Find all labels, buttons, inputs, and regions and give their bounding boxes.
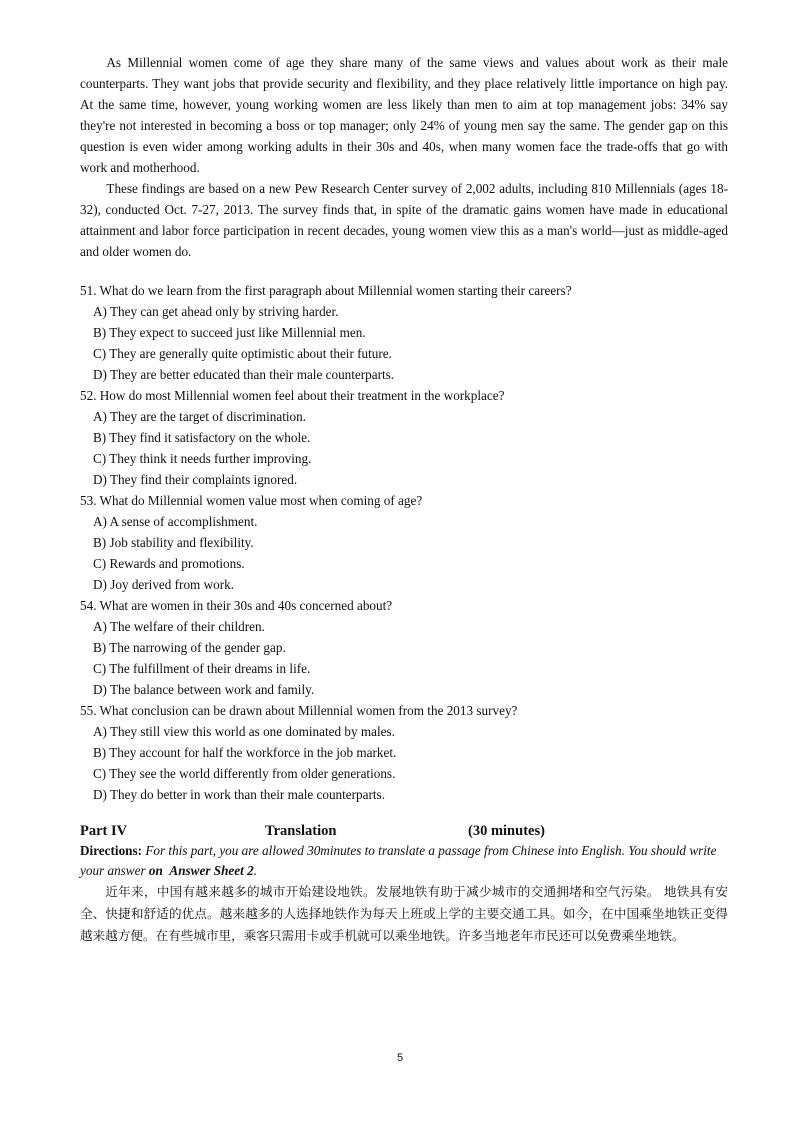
question-53 — [80, 490, 728, 595]
option-a: A) A sense of accomplishment. — [93, 514, 258, 529]
option-c: C) They are generally quite optimistic about their future. — [93, 346, 392, 361]
part-time: (30 minutes) — [468, 823, 545, 839]
directions-end: . — [253, 863, 257, 878]
directions-text: For this part, you are allowed 30minutes to translate a passage from Chinese into English. You should write your answer — [80, 843, 717, 878]
option-c: C) They think it needs further improving. — [93, 451, 312, 466]
directions — [80, 841, 728, 881]
option-b: B) They find it satisfactory on the whole. — [93, 430, 311, 445]
directions-label: Directions: — [80, 843, 143, 858]
part-number: Part IV — [80, 823, 128, 839]
option-c: C) Rewards and promotions. — [93, 556, 245, 571]
answer-sheet-ref: Answer Sheet 2 — [169, 863, 254, 878]
question-stem: 55. What conclusion can be drawn about Millennial women from the 2013 survey? — [80, 703, 518, 718]
option-c: C) They see the world differently from older generations. — [93, 766, 396, 781]
part-heading — [80, 821, 728, 841]
option-d: D) The balance between work and family. — [93, 682, 315, 697]
passage-paragraph-1: As Millennial women come of age they share many of the same views and values about work as their male counterparts. They want jobs that provide security and flexibility, and they place relatively little importance on high pay. At the same time, however, young working women are less likely than men to aim at top management jobs: 34% say they're not interested in becoming a boss or top manager; only 24% of young men say the same. The gender gap on this question is even wider among working adults in their 30s and 40s, when many women face the trade-offs that go with work and motherhood. — [80, 55, 728, 175]
option-b: B) The narrowing of the gender gap. — [93, 640, 286, 655]
option-d: D) They are better educated than their male counterparts. — [93, 367, 395, 382]
page-number: 5 — [396, 1052, 404, 1064]
option-d: D) Joy derived from work. — [93, 577, 234, 592]
question-stem: 52. How do most Millennial women feel about their treatment in the workplace? — [80, 388, 505, 403]
passage-paragraph-2: These findings are based on a new Pew Research Center survey of 2,002 adults, including 810 Millennials (ages 18-32), conducted Oct. 7-27, 2013. The survey finds that, in spite of the dramatic gains women have made in educational attainment and labor force participation in recent decades, young women view this as a man's world—just as middle-aged and older women do. — [80, 181, 728, 259]
option-d: D) They do better in work than their male counterparts. — [93, 787, 385, 802]
question-51 — [80, 280, 728, 385]
option-b: B) They account for half the workforce in the job market. — [93, 745, 397, 760]
question-55 — [80, 700, 728, 805]
option-d: D) They find their complaints ignored. — [93, 472, 298, 487]
option-a: A) They still view this world as one dominated by males. — [93, 724, 395, 739]
question-54 — [80, 595, 728, 700]
option-a: A) The welfare of their children. — [93, 619, 265, 634]
question-stem: 54. What are women in their 30s and 40s concerned about? — [80, 598, 393, 613]
option-b: B) They expect to succeed just like Millennial men. — [93, 325, 366, 340]
chinese-passage: 近年来，中国有越来越多的城市开始建设地铁。发展地铁有助于减少城市的交通拥堵和空气污染。 地铁具有安全、快捷和舒适的优点。越来越多的人选择地铁作为每天上班或上学的主要交通工具。如今，在中国乘坐地铁正变得越来越方便。在有些城市里，乘客只需用卡或手机就可以乘坐地铁。许多当地老年市民还可以免费乘坐地铁。 — [80, 884, 728, 943]
part-title: Translation — [265, 823, 337, 839]
question-52 — [80, 385, 728, 490]
question-stem: 51. What do we learn from the first paragraph about Millennial women starting their careers? — [80, 283, 572, 298]
option-c: C) The fulfillment of their dreams in life. — [93, 661, 311, 676]
question-list — [80, 280, 728, 805]
question-stem: 53. What do Millennial women value most when coming of age? — [80, 493, 423, 508]
page-content — [80, 52, 728, 947]
option-a: A) They are the target of discrimination. — [93, 409, 307, 424]
directions-on: on — [148, 863, 163, 878]
option-b: B) Job stability and flexibility. — [93, 535, 254, 550]
option-a: A) They can get ahead only by striving harder. — [93, 304, 339, 319]
